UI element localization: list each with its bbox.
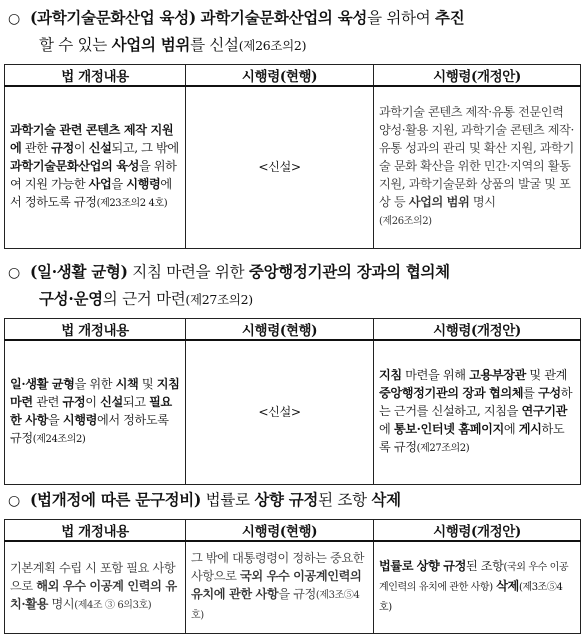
cell-text: (제26조의2) [379,216,432,228]
bullet-icon: ○ [8,265,20,281]
bold-text: 시책 [115,377,139,392]
bold-text: 규정 [62,395,86,410]
table-row [5,86,581,248]
cell-text: (제3조⑤4호) [379,582,563,614]
cell-text: 이 [85,395,97,410]
amend-cell [374,86,581,248]
section1-title-text: 을 위하여 [367,9,431,27]
section1-title-bold2: 추진 [435,8,465,27]
column-header-law: 법 개정내용 [5,520,186,542]
bold-text: 중앙행정기관의 장과 협의체 [379,386,524,401]
section2-title-ref: (제27조의2) [185,292,253,307]
cell-text: 관련 [36,395,59,410]
bold-text: 해외 우수 이공계 인력의 유치·활용 [10,579,177,612]
cell-text: 을 규정 [278,587,316,602]
cell-text: 및 [141,377,154,392]
bold-text: 고용부장관 [469,368,526,383]
amend-cell [374,541,581,633]
law-cell [5,86,186,248]
bold-text: 과학기술문화산업의 육성 [10,159,139,174]
cell-text: 을 위한 [74,377,113,392]
section2-title-bold2: 구성·운영 [39,289,103,308]
section3-title-text2: 된 조항 [318,491,367,509]
section2-title-paren: (일·생활 균형) [30,262,128,281]
table-row [5,340,581,484]
bold-text: 규정 [51,141,74,156]
cell-text: 된 조항 [465,559,504,574]
table-row [5,541,581,633]
section3-title-text: 법률로 [205,491,250,509]
section1-title-line2 [8,36,306,54]
cell-text: 마련을 위해 [405,368,466,383]
cell-text: 및 관계 [529,368,568,383]
column-header-amend: 시행령(개정안) [374,520,581,542]
cell-text: 기본계획 수립 시 포함 필요 사항으로 [10,561,176,594]
bold-text: 필요한 사항 [10,395,172,428]
cell-text: 에 [503,422,516,437]
cell-text: 되고 [122,395,146,410]
column-header-law: 법 개정내용 [5,65,186,87]
cell-text: (제3조⑤4호) [191,590,360,622]
bold-text: 사업 [88,177,112,192]
bold-text: 법률로 [379,559,414,574]
section2-title-text: 지침 마련을 위한 [132,263,245,281]
cell-text: (제27조의2) [416,443,470,455]
law-cell [5,340,186,484]
cell-text: 명시 [51,597,75,612]
table-header-row [5,520,581,542]
bold-text: 사업의 범위 [408,195,470,210]
column-header-amend: 시행령(개정안) [374,319,581,341]
section2-table [4,318,581,485]
bullet-icon: ○ [8,11,20,27]
section1-title-bold3: 사업의 범위 [111,35,191,54]
section1-table [4,64,581,249]
bold-text: 지침 [379,368,402,383]
section1-title-bold: 과학기술문화산업의 육성 [200,8,368,27]
bold-text: 국외 우수 이공계인력의 유치에 관한 사항 [191,569,362,602]
cell-text: 을 [47,413,60,428]
section3-title-bold2: 삭제 [371,490,401,509]
cell-text: (제23조의2 4호) [96,198,168,210]
cell-text: 을 [111,177,123,192]
column-header-law: 법 개정내용 [5,319,186,341]
cell-text: 하는 근거를 신설하고, 지침을 [379,386,573,419]
bold-text: 신설 [100,395,123,410]
amend-cell [374,340,581,484]
section3-title-bold: 상향 규정 [254,490,319,509]
bold-text: 구성 [538,386,561,401]
column-header-current: 시행령(현행) [186,65,374,87]
bold-text: 과학기술 관련 콘텐츠 제작 지원에 [10,123,174,156]
table-header-row [5,319,581,341]
cell-text: 에서 정하도록 규정 [10,177,172,210]
column-header-current: 시행령(현행) [186,520,374,542]
cell-text: (제4조 ③ 6의3호) [74,600,152,612]
bold-text: 지침 마련 [10,377,180,410]
bold-text: 신설 [88,141,112,156]
section3-title-paren: (법개정에 따른 문구정비) [30,490,201,509]
section1-title-paren: (과학기술문화산업 육성) [30,8,196,27]
section2-title-bold: 중앙행정기관의 장과의 협의체 [248,262,450,281]
cell-text: 명시 [472,195,496,210]
bullet-icon: ○ [8,493,20,509]
cell-text: 과학기술 콘텐츠 제작·유통 전문인력 양성·활용 지원, 과학기술 콘텐츠 제작·유통 성과의 관리 및 확산 지원, 과학기술 문화 확산을 위한 민간·지역의 활동 지원, 과학기술문화 상품의 발굴 및 포상 등 [379,105,574,210]
cell-text: 하도록 규정 [379,422,565,455]
cell-text: (제24조의2) [32,434,86,446]
cell-text: 그 밖에 대통령령이 정하는 중요한 사항으로 [191,551,365,584]
section1-title-text2: 할 수 있는 [39,36,107,54]
current-cell: <신설> [186,340,374,484]
section1-title-ref: (제26조의2) [238,38,307,53]
cell-text: 을 위하여 지원 가능한 [10,159,177,192]
cell-text: 이 [73,141,86,156]
cell-text: 를 [523,386,535,401]
bold-text: 삭제 [496,579,519,594]
cell-text: 관한 [24,141,48,156]
bold-text: 시행령 [62,413,97,428]
law-cell [5,541,186,633]
bold-text: 연구기관 [521,404,567,419]
bold-text: 통보·인터넷 홈페이지 [393,422,504,437]
section1-title-text3: 를 신설 [190,36,239,54]
bold-text: 일·생활 균형 [10,377,75,392]
bold-text: 게시 [518,422,542,437]
section3-table [4,519,581,634]
cell-text: 에서 정하도록 규정 [10,413,169,446]
section3-heading [8,487,580,514]
section2-title-text2: 의 근거 마련 [102,290,186,308]
bold-text: 상향 규정 [416,559,466,574]
cell-text: (국외 우수 이공계인력의 유치에 관한 사항) [379,562,569,594]
table-header-row [5,65,581,87]
cell-text: 에 [379,422,391,437]
current-cell: <신설> [186,86,374,248]
column-header-current: 시행령(현행) [186,319,374,341]
cell-text: 되고, 그 밖에 [111,141,179,156]
section2-title-line2 [8,290,253,308]
column-header-amend: 시행령(개정안) [374,65,581,87]
section2-heading [8,259,580,312]
bold-text: 시행령 [126,177,161,192]
current-cell [186,541,374,633]
section1-heading [8,5,580,58]
